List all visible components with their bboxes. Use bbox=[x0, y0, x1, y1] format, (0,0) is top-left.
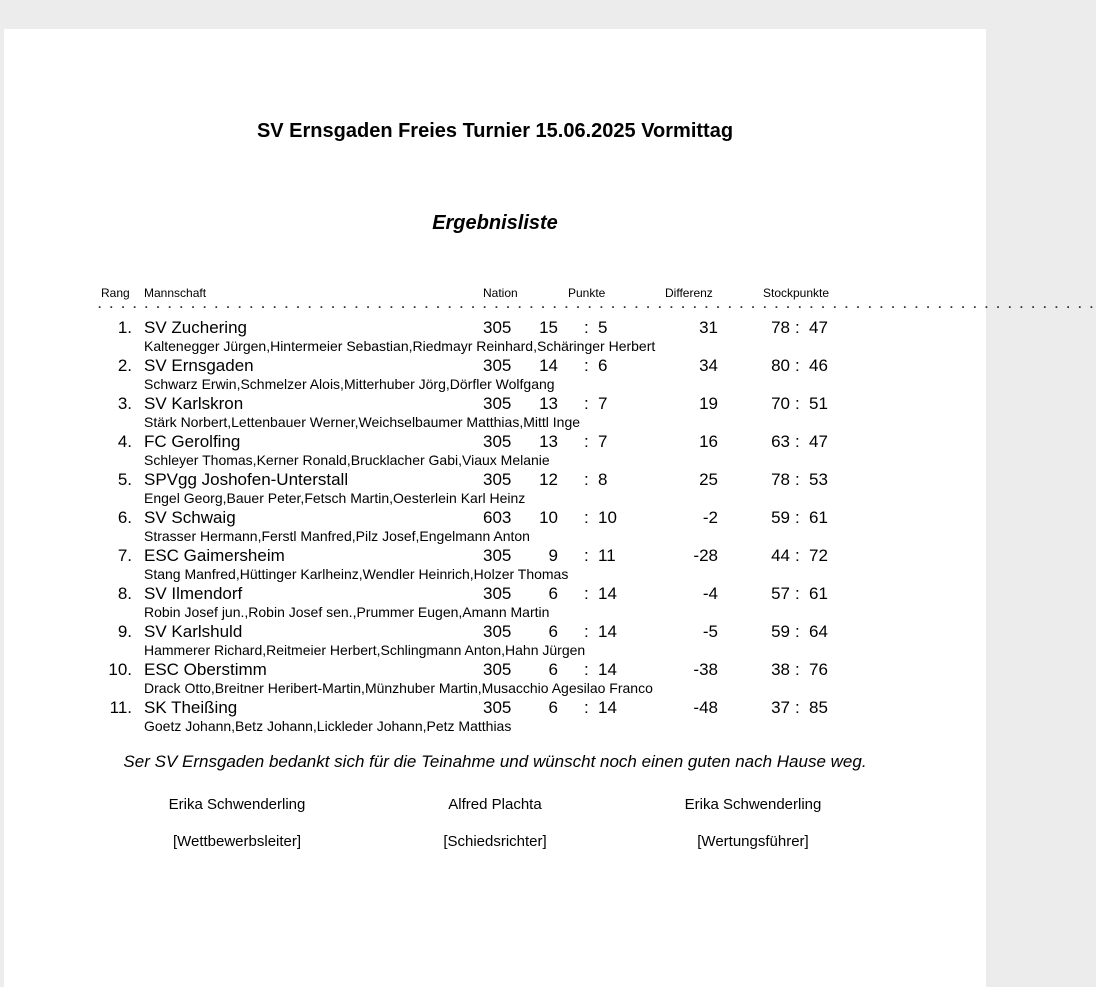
stock-separator: : bbox=[795, 470, 800, 489]
points-lost: 8 bbox=[598, 470, 608, 489]
stock-points-against: 53 bbox=[809, 470, 828, 489]
team-name: SV Ilmendorf bbox=[144, 584, 243, 603]
header-stockpunkte: Stockpunkte bbox=[763, 286, 830, 300]
stock-separator: : bbox=[795, 698, 800, 717]
points-separator: : bbox=[584, 660, 589, 679]
stock-separator: : bbox=[795, 660, 800, 679]
nation: 305 bbox=[483, 622, 512, 641]
header-differenz: Differenz bbox=[665, 286, 713, 300]
team-players: Engel Georg,Bauer Peter,Fetsch Martin,Oesterlein Karl Heinz bbox=[144, 490, 526, 506]
points-lost: 11 bbox=[598, 546, 616, 565]
nation: 305 bbox=[483, 584, 512, 603]
result-row bbox=[0, 394, 999, 432]
stock-points-for: 63 bbox=[771, 432, 790, 451]
stock-points-for: 78 bbox=[771, 470, 790, 489]
stock-points-for: 44 bbox=[771, 546, 790, 565]
stock-points-against: 61 bbox=[809, 584, 828, 603]
points-lost: 14 bbox=[598, 584, 617, 603]
stock-points-for: 59 bbox=[771, 508, 790, 527]
points-separator: : bbox=[584, 356, 589, 375]
difference: -4 bbox=[702, 584, 718, 603]
team-name: SV Karlshuld bbox=[144, 622, 243, 641]
points-lost: 14 bbox=[598, 698, 617, 717]
closing-message: Ser SV Ernsgaden bedankt sich für die Teinahme und wünscht noch einen guten nach Hause weg. bbox=[123, 752, 867, 771]
result-row bbox=[0, 318, 999, 356]
result-row bbox=[0, 508, 999, 546]
points-won: 6 bbox=[548, 698, 558, 717]
header-divider: . . . . . . . . . . . . . . . . . . . . . . . . . . . . . . . . . . . . . . . . . . . . . . . . . . . . . . . . . . . . . . . . . . . . . . . . . . . . . . . . . . . . . . bbox=[98, 297, 1096, 311]
team-name: ESC Oberstimm bbox=[144, 660, 267, 679]
points-separator: : bbox=[584, 508, 589, 527]
difference: 31 bbox=[699, 318, 718, 337]
result-row bbox=[0, 546, 999, 584]
stock-points-against: 76 bbox=[809, 660, 828, 679]
stock-points-against: 47 bbox=[809, 318, 828, 337]
team-name: SK Theißing bbox=[144, 698, 238, 717]
stock-points-for: 70 bbox=[771, 394, 790, 413]
team-players: Schleyer Thomas,Kerner Ronald,Brucklacher Gabi,Viaux Melanie bbox=[144, 452, 550, 468]
rank: 2. bbox=[117, 356, 132, 375]
team-players: Schwarz Erwin,Schmelzer Alois,Mitterhuber Jörg,Dörfler Wolfgang bbox=[144, 376, 555, 392]
nation: 305 bbox=[483, 394, 512, 413]
rank: 4. bbox=[117, 432, 132, 451]
points-lost: 10 bbox=[598, 508, 617, 527]
signature-role-1: [Wettbewerbsleiter] bbox=[172, 833, 302, 850]
document-title: SV Ernsgaden Freies Turnier 15.06.2025 Vormittag bbox=[256, 120, 734, 142]
team-players: Robin Josef jun.,Robin Josef sen.,Prummer Eugen,Amann Martin bbox=[144, 604, 550, 620]
result-row bbox=[0, 660, 999, 698]
points-separator: : bbox=[584, 432, 589, 451]
stock-points-against: 72 bbox=[809, 546, 828, 565]
team-players: Kaltenegger Jürgen,Hintermeier Sebastian,Riedmayr Reinhard,Schäringer Herbert bbox=[144, 338, 656, 354]
result-row bbox=[0, 698, 999, 736]
rank: 1. bbox=[117, 318, 132, 337]
difference: -28 bbox=[693, 546, 718, 565]
result-row bbox=[0, 584, 999, 622]
difference: -38 bbox=[693, 660, 718, 679]
result-row bbox=[0, 432, 999, 470]
header-punkte: Punkte bbox=[568, 286, 606, 300]
points-won: 9 bbox=[548, 546, 558, 565]
points-lost: 7 bbox=[598, 432, 608, 451]
difference: -2 bbox=[702, 508, 718, 527]
nation: 305 bbox=[483, 470, 512, 489]
result-row bbox=[0, 356, 999, 394]
team-name: SV Zuchering bbox=[144, 318, 247, 337]
stock-points-against: 51 bbox=[809, 394, 828, 413]
team-name: SV Ernsgaden bbox=[144, 356, 254, 375]
rank: 11. bbox=[109, 698, 132, 717]
team-name: ESC Gaimersheim bbox=[144, 546, 285, 565]
difference: 25 bbox=[699, 470, 718, 489]
header-rang: Rang bbox=[101, 286, 130, 300]
rank: 5. bbox=[117, 470, 132, 489]
stock-points-against: 61 bbox=[809, 508, 828, 527]
team-name: FC Gerolfing bbox=[144, 432, 241, 451]
stock-points-for: 37 bbox=[771, 698, 790, 717]
difference: -48 bbox=[693, 698, 718, 717]
header-nation: Nation bbox=[483, 286, 518, 300]
nation: 305 bbox=[483, 660, 512, 679]
rank: 7. bbox=[117, 546, 132, 565]
nation: 305 bbox=[483, 546, 512, 565]
stock-points-for: 38 bbox=[771, 660, 790, 679]
points-lost: 14 bbox=[598, 660, 617, 679]
stock-separator: : bbox=[795, 394, 800, 413]
stock-points-against: 85 bbox=[809, 698, 828, 717]
points-won: 6 bbox=[548, 660, 558, 679]
points-won: 12 bbox=[539, 470, 558, 489]
team-players: Goetz Johann,Betz Johann,Lickleder Johann,Petz Matthias bbox=[144, 718, 512, 734]
points-separator: : bbox=[584, 394, 589, 413]
points-won: 14 bbox=[539, 356, 558, 375]
points-separator: : bbox=[584, 546, 589, 565]
team-name: SV Karlskron bbox=[144, 394, 244, 413]
stock-points-against: 47 bbox=[809, 432, 828, 451]
points-won: 15 bbox=[539, 318, 558, 337]
points-separator: : bbox=[584, 698, 589, 717]
difference: 16 bbox=[699, 432, 718, 451]
team-players: Drack Otto,Breitner Heribert-Martin,Münzhuber Martin,Musacchio Agesilao Franco bbox=[144, 680, 653, 696]
difference: -5 bbox=[702, 622, 718, 641]
signature-role-3: [Wertungsführer] bbox=[697, 833, 809, 850]
stock-points-for: 59 bbox=[771, 622, 790, 641]
result-row bbox=[0, 622, 999, 660]
points-won: 6 bbox=[548, 584, 558, 603]
document-subtitle: Ergebnisliste bbox=[432, 212, 558, 234]
points-lost: 7 bbox=[598, 394, 608, 413]
header-mannschaft: Mannschaft bbox=[144, 286, 207, 300]
stock-points-for: 57 bbox=[771, 584, 790, 603]
stock-separator: : bbox=[795, 546, 800, 565]
team-players: Stärk Norbert,Lettenbauer Werner,Weichselbaumer Matthias,Mittl Inge bbox=[144, 414, 581, 430]
stock-points-for: 80 bbox=[771, 356, 790, 375]
points-won: 6 bbox=[548, 622, 558, 641]
points-separator: : bbox=[584, 622, 589, 641]
signature-name-3: Erika Schwenderling bbox=[684, 796, 822, 813]
team-players: Strasser Hermann,Ferstl Manfred,Pilz Josef,Engelmann Anton bbox=[144, 528, 530, 544]
result-row bbox=[0, 470, 999, 508]
nation: 305 bbox=[483, 432, 512, 451]
signature-name-2: Alfred Plachta bbox=[448, 796, 542, 813]
points-won: 13 bbox=[539, 432, 558, 451]
points-separator: : bbox=[584, 584, 589, 603]
points-separator: : bbox=[584, 318, 589, 337]
points-won: 10 bbox=[539, 508, 558, 527]
stock-separator: : bbox=[795, 318, 800, 337]
nation: 305 bbox=[483, 318, 512, 337]
rank: 8. bbox=[117, 584, 132, 603]
rank: 10. bbox=[108, 660, 132, 679]
stock-separator: : bbox=[795, 356, 800, 375]
team-name: SPVgg Joshofen-Unterstall bbox=[144, 470, 349, 489]
stock-points-against: 46 bbox=[809, 356, 828, 375]
difference: 34 bbox=[699, 356, 718, 375]
team-players: Stang Manfred,Hüttinger Karlheinz,Wendler Heinrich,Holzer Thomas bbox=[144, 566, 569, 582]
points-lost: 6 bbox=[598, 356, 608, 375]
team-players: Hammerer Richard,Reitmeier Herbert,Schlingmann Anton,Hahn Jürgen bbox=[144, 642, 586, 658]
points-won: 13 bbox=[539, 394, 558, 413]
stock-separator: : bbox=[795, 584, 800, 603]
nation: 305 bbox=[483, 698, 512, 717]
team-name: SV Schwaig bbox=[144, 508, 236, 527]
rank: 6. bbox=[117, 508, 132, 527]
rank: 9. bbox=[117, 622, 132, 641]
stock-separator: : bbox=[795, 432, 800, 451]
stock-separator: : bbox=[795, 622, 800, 641]
points-separator: : bbox=[584, 470, 589, 489]
signature-name-1: Erika Schwenderling bbox=[168, 796, 306, 813]
signature-role-2: [Schiedsrichter] bbox=[443, 833, 547, 850]
stock-points-for: 78 bbox=[771, 318, 790, 337]
points-lost: 14 bbox=[598, 622, 617, 641]
nation: 603 bbox=[483, 508, 512, 527]
stock-separator: : bbox=[795, 508, 800, 527]
stock-points-against: 64 bbox=[809, 622, 828, 641]
points-lost: 5 bbox=[598, 318, 608, 337]
rank: 3. bbox=[117, 394, 132, 413]
difference: 19 bbox=[699, 394, 718, 413]
nation: 305 bbox=[483, 356, 512, 375]
